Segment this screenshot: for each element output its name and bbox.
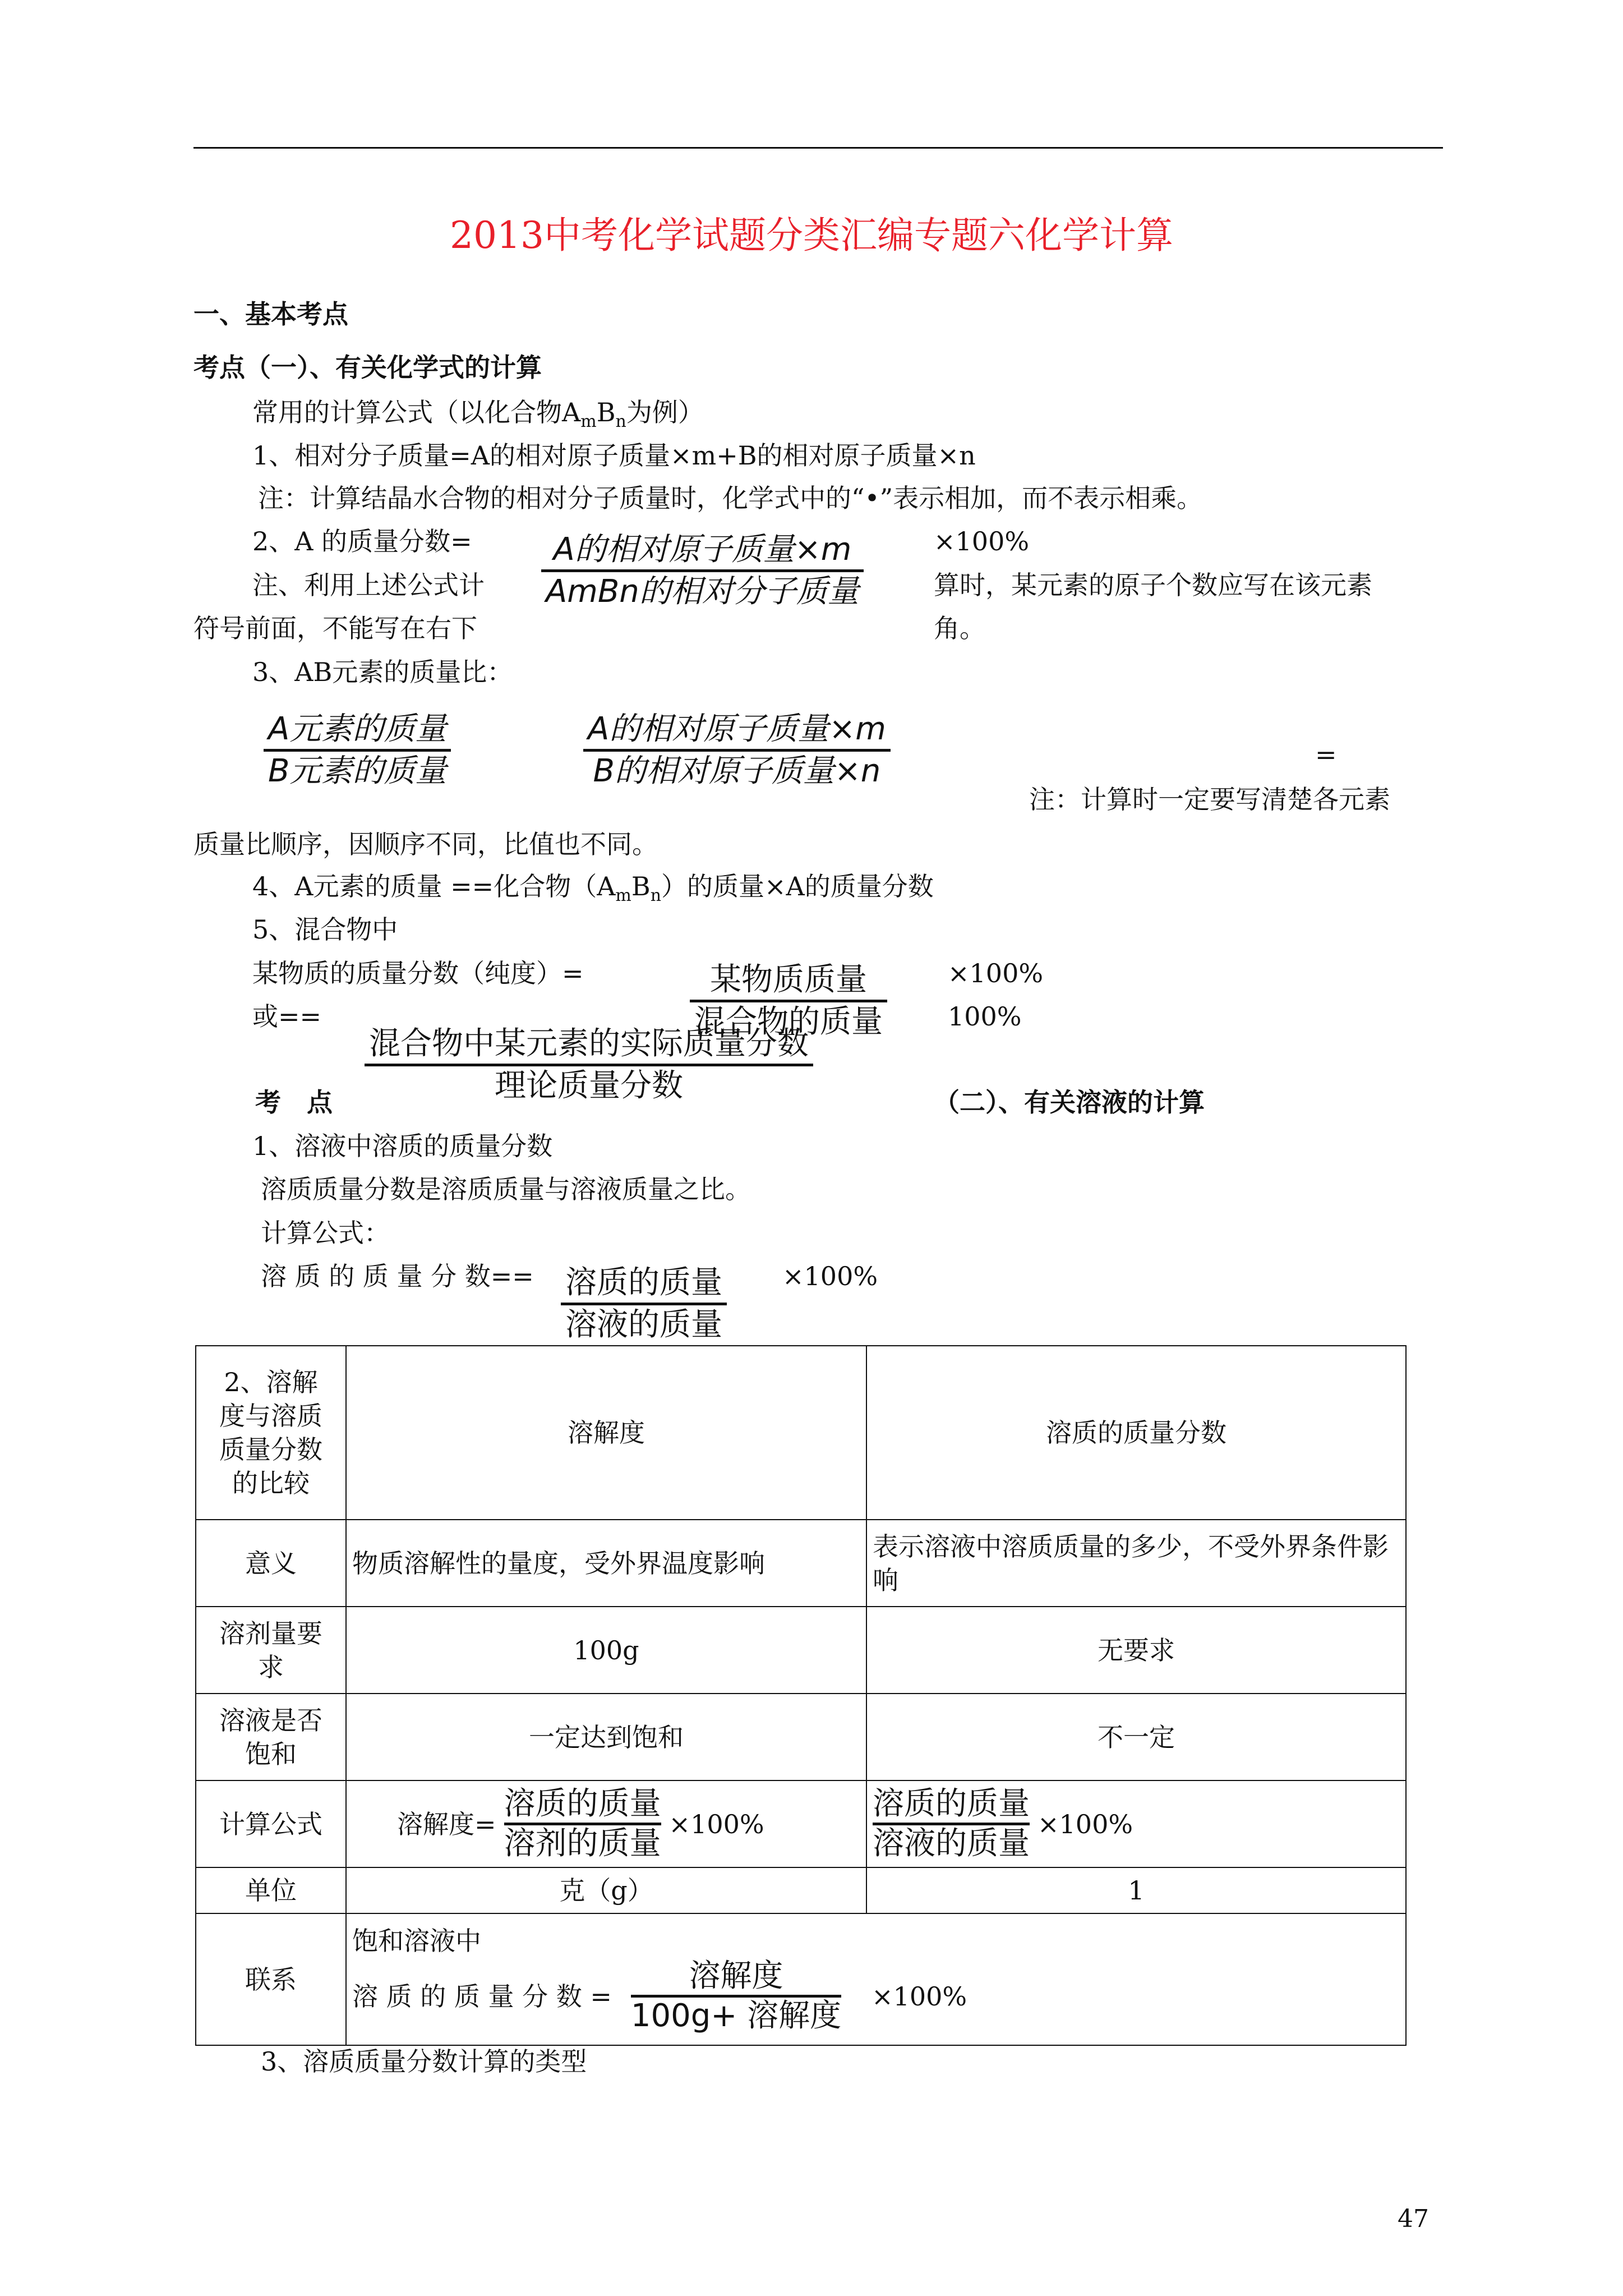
fraction-solute-mass-fraction: [561, 1263, 727, 1345]
item-5-or-percent: 100%: [948, 1001, 1022, 1032]
kaodian-2-left: 考 点: [255, 1087, 333, 1117]
table-cell: 100g: [346, 1607, 866, 1694]
fraction-denominator: 100g+ 溶解度: [630, 1998, 842, 2034]
table-row: [196, 1607, 1406, 1694]
fraction-solubility: [504, 1786, 661, 1862]
table-cell: [866, 1780, 1406, 1867]
item-2-percent: ×100%: [934, 526, 1030, 556]
fraction-numerator: 溶质的质量: [504, 1786, 661, 1822]
solution-definition: 溶质质量分数是溶质质量与溶液质量之比。: [261, 1174, 751, 1204]
table-cell: 克（g）: [346, 1867, 866, 1913]
item-2-note-right-1: 算时，某元素的原子个数应写在该元素: [934, 570, 1372, 600]
table-header-row: [196, 1346, 1406, 1520]
item-5-or-label: 或==: [252, 1001, 322, 1032]
fraction-numerator: 溶解度: [689, 1958, 783, 1994]
solution-formula-percent: ×100%: [782, 1261, 878, 1291]
fraction-denominator: B元素的质量: [268, 753, 447, 789]
solution-formula-line: 溶 质 的 质 量 分 数==: [261, 1261, 534, 1291]
table-unit-row: [196, 1867, 1406, 1913]
item-2-note-left-1: 注、利用上述公式计: [252, 570, 485, 600]
table-cell: 无要求: [866, 1607, 1406, 1694]
fraction-numerator: 某物质质量: [710, 961, 867, 998]
fraction-element-mass-ratio: [264, 710, 451, 791]
table-row-label: 意义: [196, 1520, 346, 1607]
item-4: 4、A元素的质量 ==化合物$(A_mB_n)$的质量×A的质量分数: [252, 871, 934, 906]
fraction-denominator: B的相对原子质量×n: [593, 753, 881, 789]
item-2-label: 2、A 的质量分数=: [252, 526, 472, 556]
table-row: [196, 1520, 1406, 1607]
solution-item-3: 3、溶质质量分数计算的类型: [261, 2046, 587, 2077]
table-cell: 一定达到饱和: [346, 1694, 866, 1780]
page-title: 2013中考化学试题分类汇编专题六化学计算: [450, 214, 1173, 257]
table-row-label: 溶剂量要求: [196, 1607, 346, 1694]
table-header-cell: 溶解度: [346, 1346, 866, 1520]
table-cell: 物质溶解性的量度，受外界温度影响: [346, 1520, 866, 1607]
kaodian-1-heading: 考点（一）、有关化学式的计算: [193, 352, 542, 383]
table-cell: 1: [866, 1867, 1406, 1913]
fraction-denominator: 溶液的质量: [873, 1825, 1030, 1862]
fraction-numerator: A的相对原子质量×m: [553, 531, 852, 568]
link-percent: ×100%: [872, 1981, 967, 2012]
fraction-denominator: AmBn的相对分子质量: [546, 573, 859, 610]
fraction-denominator: 理论质量分数: [495, 1068, 683, 1104]
table-row-label: 溶液是否饱和: [196, 1694, 346, 1780]
table-cell: 不一定: [866, 1694, 1406, 1780]
fraction-mass-fraction: [873, 1786, 1030, 1862]
fraction-denominator: 溶液的质量: [565, 1306, 722, 1343]
fraction-numerator: 溶质的质量: [565, 1264, 722, 1301]
table-row-label: 单位: [196, 1867, 346, 1913]
fraction-numerator: 溶质的质量: [873, 1786, 1030, 1822]
solution-item-1: 1、溶液中溶质的质量分数: [252, 1131, 553, 1161]
fraction-element-purity: [365, 1024, 813, 1106]
fraction-numerator: A元素的质量: [268, 711, 447, 747]
fraction-saturated: [631, 1958, 841, 2035]
item-2-note-left-2: 符号前面，不能写在右下: [193, 613, 477, 643]
fraction-numerator: A的相对原子质量×m: [588, 711, 886, 747]
link-line-2: 溶 质 的 质 量 分 数 =: [352, 1981, 612, 2012]
item-3-note-right: 注：计算时一定要写清楚各元素: [1029, 784, 1390, 815]
comparison-table: [195, 1345, 1407, 2046]
table-header-cell: 溶质的质量分数: [866, 1346, 1406, 1520]
item-5-purity-percent: ×100%: [948, 958, 1044, 988]
solubility-percent: ×100%: [668, 1809, 764, 1839]
table-cell: [346, 1913, 1406, 2045]
section-heading: 一、基本考点: [193, 299, 348, 329]
note-1: 注：计算结晶水合物的相对分子质量时，化学式中的“•”表示相加，而不表示相乘。: [258, 483, 1203, 513]
fraction-atomic-mass-ratio: [583, 710, 891, 791]
item-1: 1、相对分子质量=A的相对原子质量×m+B的相对原子质量×n: [252, 440, 976, 471]
solubility-prefix: 溶解度=: [397, 1809, 496, 1839]
table-formula-row: [196, 1780, 1406, 1867]
table-link-row: [196, 1913, 1406, 2045]
page-number: 47: [1398, 2205, 1429, 2233]
mass-fraction-percent: ×100%: [1038, 1809, 1133, 1839]
fraction-denominator: 溶剂的质量: [504, 1825, 661, 1862]
link-line-1: 饱和溶液中: [352, 1926, 481, 1956]
top-rule: [193, 147, 1443, 149]
item-5: 5、混合物中: [252, 914, 398, 945]
item-3-equals: =: [1315, 739, 1337, 770]
table-header-cell: 2、溶解度与溶质质量分数的比较: [196, 1346, 346, 1520]
item-3-note-continued: 质量比顺序，因顺序不同，比值也不同。: [193, 829, 658, 859]
table-cell: [346, 1780, 866, 1867]
kaodian-2-heading: （二）、有关溶液的计算: [934, 1087, 1205, 1117]
fraction-denominator: 混合物的质量: [694, 1004, 883, 1040]
table-row-label: 计算公式: [196, 1780, 346, 1867]
item-5-purity-label: 某物质的质量分数（纯度）=: [252, 958, 584, 988]
item-2-note-right-2: 角。: [934, 613, 985, 643]
table-row-label: 联系: [196, 1913, 346, 2045]
common-formula-line: 常用的计算公式（以化合物$A_mB_n$为例）: [252, 397, 704, 432]
fraction-numerator: 混合物中某元素的实际质量分数: [369, 1025, 809, 1062]
table-cell: 表示溶液中溶质质量的多少，不受外界条件影响: [866, 1520, 1406, 1607]
item-3-label: 3、AB元素的质量比：: [252, 657, 513, 687]
table-row: [196, 1694, 1406, 1780]
fraction-a-mass-fraction: [541, 530, 864, 611]
solution-formula-label: 计算公式：: [261, 1218, 390, 1248]
